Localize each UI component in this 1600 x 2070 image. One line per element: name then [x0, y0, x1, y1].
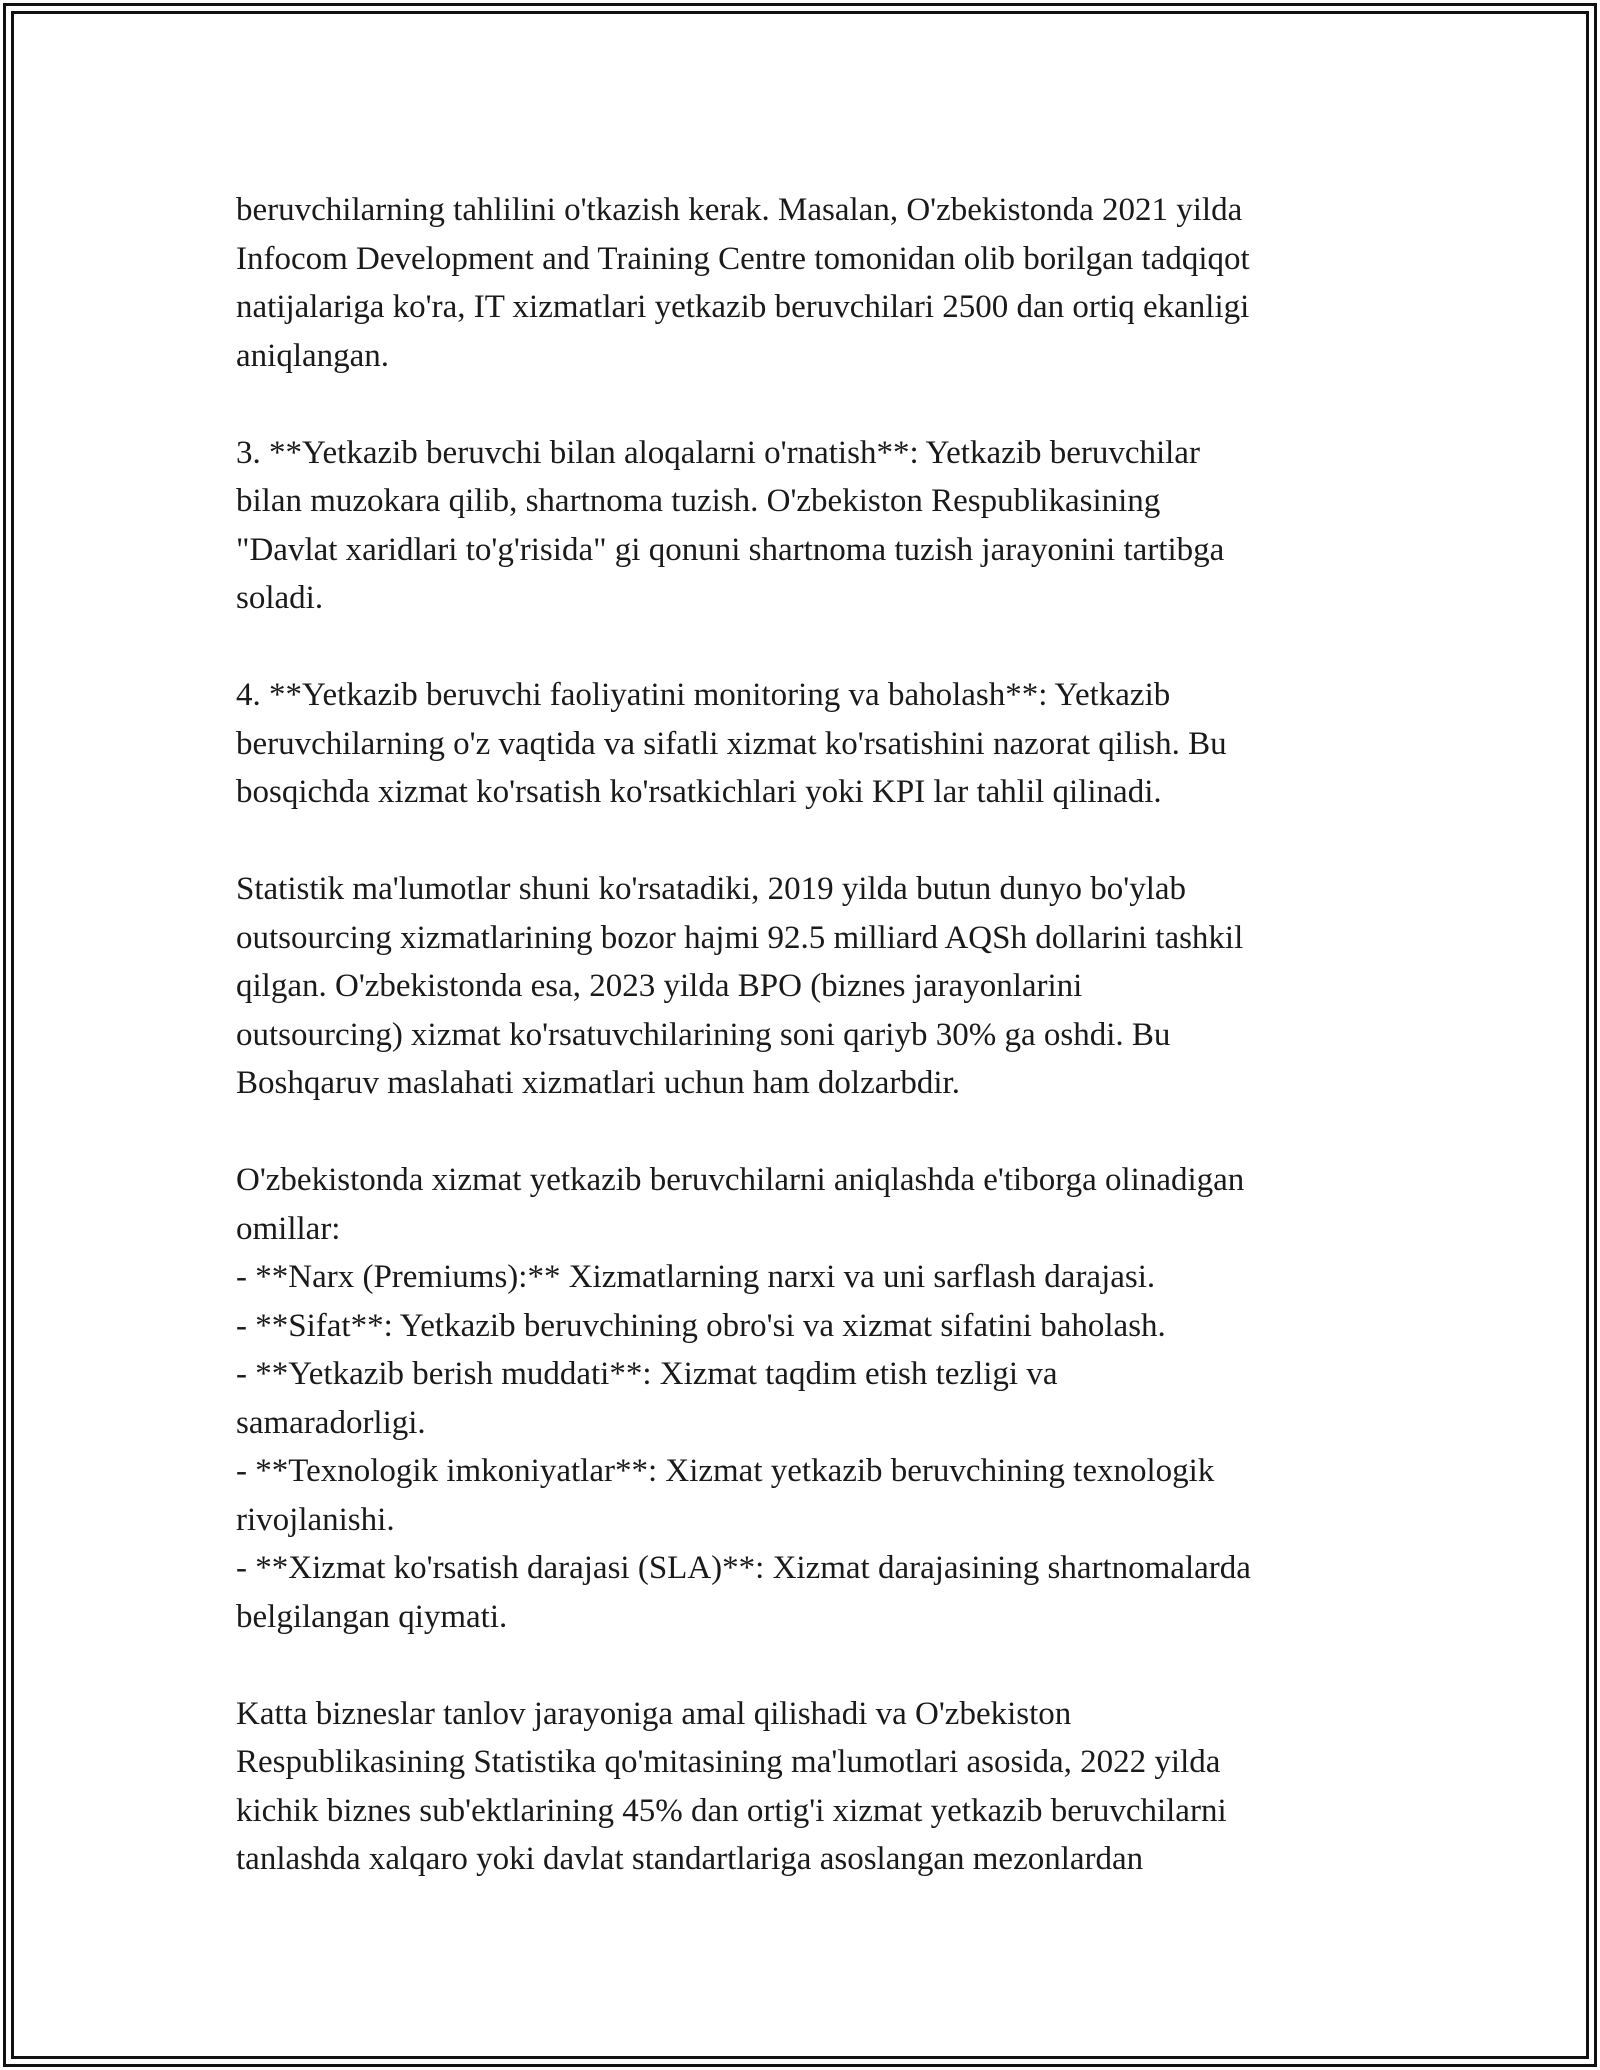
text-line: Infocom Development and Training Centre tomonidan olib borilgan tadqiqot [236, 240, 1250, 277]
paragraph-statistics [236, 865, 1386, 1108]
paragraph-factors-list [236, 1156, 1386, 1641]
text-line: rivojlanishi. [236, 1501, 395, 1538]
text-line: qilgan. O'zbekistonda esa, 2023 yilda BPO (biznes jarayonlarini [236, 968, 1083, 1004]
list-item: - **Yetkazib berish muddati**: Xizmat taqdim etish tezligi va [236, 1356, 1058, 1392]
paragraph-supplier-analysis [236, 186, 1386, 380]
text-line: aniqlangan. [236, 337, 390, 374]
list-item: - **Narx (Premiums):** Xizmatlarning narxi va uni sarflash darajasi. [236, 1259, 1156, 1295]
list-item: - **Sifat**: Yetkazib beruvchining obro'si va xizmat sifatini baholash. [236, 1307, 1166, 1344]
text-line: outsourcing) xizmat ko'rsatuvchilarining soni qariyb 30% ga oshdi. Bu [236, 1016, 1171, 1053]
text-line: natijalariga ko'ra, IT xizmatlari yetkazib beruvchilari 2500 dan ortiq ekanligi [236, 289, 1250, 325]
text-line: samaradorligi. [236, 1404, 426, 1441]
text-line: tanlashda xalqaro yoki davlat standartlariga asoslangan mezonlardan [236, 1841, 1144, 1877]
paragraph-step-3 [236, 429, 1386, 623]
text-line: belgilangan qiymati. [236, 1598, 508, 1635]
text-line: Boshqaruv maslahati xizmatlari uchun ham dolzarbdir. [236, 1065, 960, 1101]
text-line: 3. **Yetkazib beruvchi bilan aloqalarni o'rnatish**: Yetkazib beruvchilar [236, 434, 1200, 471]
text-line: bilan muzokara qilib, shartnoma tuzish. O'zbekiston Respublikasining [236, 483, 1161, 519]
list-item: - **Xizmat ko'rsatish darajasi (SLA)**: Xizmat darajasining shartnomalarda [236, 1550, 1251, 1586]
text-line: soladi. [236, 580, 324, 616]
text-line: O'zbekistonda xizmat yetkazib beruvchilarni aniqlashda e'tiborga olinadigan [236, 1162, 1245, 1198]
text-line: bosqichda xizmat ko'rsatish ko'rsatkichlari yoki KPI lar tahlil qilinadi. [236, 774, 1162, 810]
text-line: outsourcing xizmatlarining bozor hajmi 92.5 milliard AQSh dollarini tashkil [236, 919, 1244, 956]
document-body [236, 186, 1386, 1932]
text-line: omillar: [236, 1210, 341, 1247]
text-line: beruvchilarning o'z vaqtida va sifatli xizmat ko'rsatishini nazorat qilish. Bu [236, 725, 1227, 762]
text-line: "Davlat xaridlari to'g'risida" gi qonuni shartnoma tuzish jarayonini tartibga [236, 531, 1225, 568]
text-line: 4. **Yetkazib beruvchi faoliyatini monitoring va baholash**: Yetkazib [236, 677, 1171, 713]
text-line: kichik biznes sub'ektlarining 45% dan ortig'i xizmat yetkazib beruvchilarni [236, 1792, 1227, 1829]
text-line: Katta bizneslar tanlov jarayoniga amal qilishadi va O'zbekiston [236, 1695, 1072, 1732]
paragraph-large-business [236, 1690, 1386, 1884]
text-line: Respublikasining Statistika qo'mitasining ma'lumotlari asosida, 2022 yilda [236, 1744, 1221, 1780]
text-line: Statistik ma'lumotlar shuni ko'rsatadiki, 2019 yilda butun dunyo bo'ylab [236, 871, 1187, 907]
paragraph-step-4 [236, 671, 1386, 817]
list-item: - **Texnologik imkoniyatlar**: Xizmat yetkazib beruvchining texnologik [236, 1453, 1215, 1489]
text-line: beruvchilarning tahlilini o'tkazish kerak. Masalan, O'zbekistonda 2021 yilda [236, 192, 1243, 228]
